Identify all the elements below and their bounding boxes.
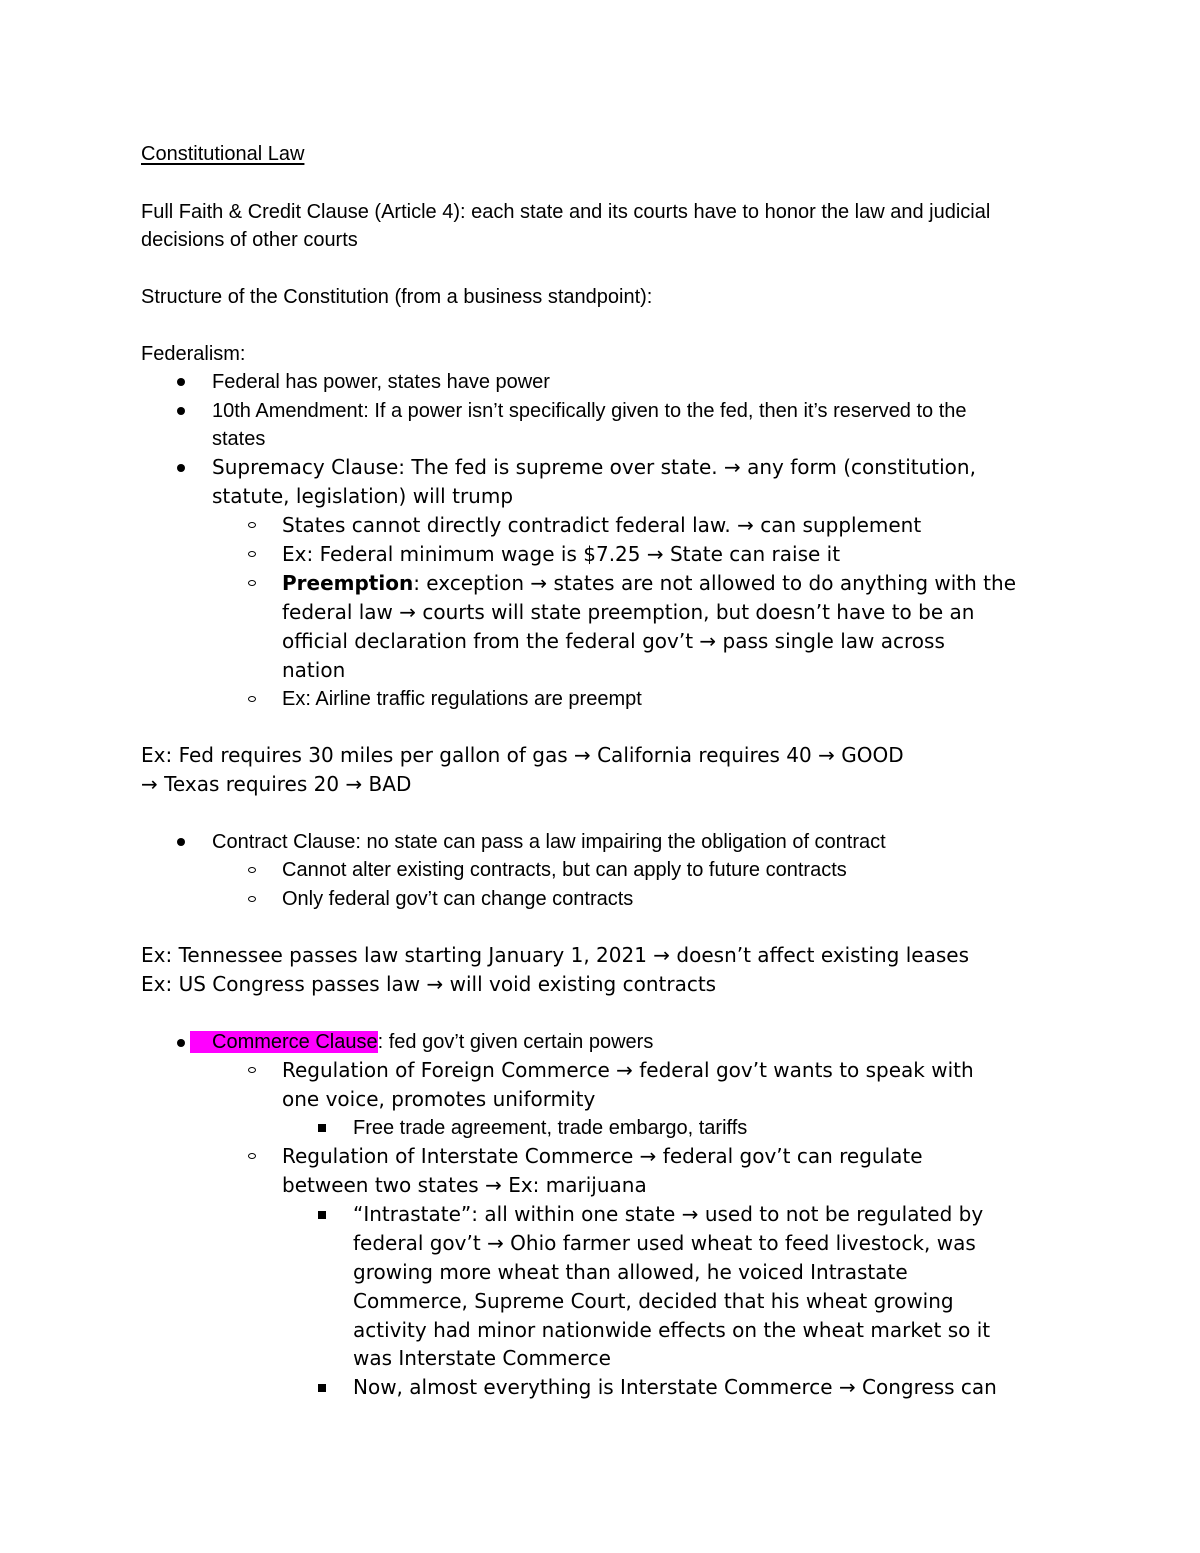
- commerce-clause-highlight: Commerce Clause: [190, 1031, 378, 1053]
- commerce-clause: Commerce Clause: fed gov’t given certain powers: [190, 1032, 653, 1052]
- circle-bullet-icon: [248, 896, 256, 902]
- circle-bullet-icon: [248, 522, 256, 528]
- interstate-now-line: Now, almost everything is Interstate Commerce → Congress can: [353, 1375, 997, 1399]
- preemption-line-1: Preemption: exception → states are not allowed to do anything with the: [282, 571, 1016, 595]
- ex-gas-line-2: → Texas requires 20 → BAD: [141, 772, 412, 796]
- page-title: Constitutional Law: [141, 143, 305, 165]
- circle-bullet-icon: [248, 551, 256, 557]
- structure-heading: Structure of the Constitution (from a business standpoint):: [141, 286, 653, 308]
- foreign-commerce-line-2: one voice, promotes uniformity: [282, 1087, 596, 1111]
- intrastate-line-3: growing more wheat than allowed, he voiced Intrastate: [353, 1260, 908, 1284]
- intrastate-line-1: “Intrastate”: all within one state → used to not be regulated by: [353, 1202, 984, 1226]
- contract-clause: Contract Clause: no state can pass a law impairing the obligation of contract: [212, 831, 886, 853]
- circle-bullet-icon: [248, 867, 256, 873]
- ex-contract-line-2: Ex: US Congress passes law → will void existing contracts: [141, 972, 717, 996]
- bullet-icon: [177, 838, 185, 846]
- intrastate-line-2: federal gov’t → Ohio farmer used wheat to feed livestock, was: [353, 1231, 976, 1255]
- ex-contract-line-1: Ex: Tennessee passes law starting January 1, 2021 → doesn’t affect existing leases: [141, 943, 969, 967]
- full-faith-line-1: Full Faith & Credit Clause (Article 4): each state and its courts have to honor the law and judicial: [141, 201, 991, 223]
- interstate-commerce-line-2: between two states → Ex: marijuana: [282, 1173, 647, 1197]
- intrastate-line-6: was Interstate Commerce: [353, 1346, 611, 1370]
- interstate-commerce-line-1: Regulation of Interstate Commerce → federal gov’t can regulate: [282, 1144, 923, 1168]
- bullet-icon: [177, 1039, 185, 1047]
- circle-bullet-icon: [248, 1067, 256, 1073]
- circle-bullet-icon: [248, 696, 256, 702]
- preemption-term: Preemption: [282, 571, 414, 595]
- federalism-bullet-2-line-1: 10th Amendment: If a power isn’t specifically given to the fed, then it’s reserved to the: [212, 400, 967, 422]
- circle-bullet-icon: [248, 580, 256, 586]
- foreign-commerce-line-1: Regulation of Foreign Commerce → federal gov’t wants to speak with: [282, 1058, 974, 1082]
- supremacy-sub-1: States cannot directly contradict federal law. → can supplement: [282, 513, 922, 537]
- intrastate-line-5: activity had minor nationwide effects on the wheat market so it: [353, 1318, 991, 1342]
- contract-sub-2: Only federal gov’t can change contracts: [282, 888, 634, 910]
- preemption-line-3: official declaration from the federal gov’t → pass single law across: [282, 629, 945, 653]
- federalism-heading: Federalism:: [141, 343, 246, 365]
- preemption-line-4: nation: [282, 658, 346, 682]
- federalism-bullet-2-line-2: states: [212, 428, 266, 450]
- bullet-icon: [177, 378, 185, 386]
- supremacy-line-2: statute, legislation) will trump: [212, 484, 514, 508]
- federalism-bullet-1: Federal has power, states have power: [212, 371, 550, 393]
- foreign-commerce-example: Free trade agreement, trade embargo, tariffs: [353, 1117, 748, 1139]
- supremacy-sub-4: Ex: Airline traffic regulations are preempt: [282, 688, 642, 710]
- intrastate-line-4: Commerce, Supreme Court, decided that his wheat growing: [353, 1289, 954, 1313]
- supremacy-sub-2: Ex: Federal minimum wage is $7.25 → State can raise it: [282, 542, 841, 566]
- square-bullet-icon: [318, 1124, 326, 1132]
- ex-gas-line-1: Ex: Fed requires 30 miles per gallon of gas → California requires 40 → GOOD: [141, 743, 904, 767]
- square-bullet-icon: [318, 1384, 326, 1392]
- bullet-icon: [177, 407, 185, 415]
- circle-bullet-icon: [248, 1153, 256, 1159]
- contract-sub-1: Cannot alter existing contracts, but can apply to future contracts: [282, 859, 847, 881]
- full-faith-line-2: decisions of other courts: [141, 229, 358, 251]
- square-bullet-icon: [318, 1211, 326, 1219]
- supremacy-line-1: Supremacy Clause: The fed is supreme over state. → any form (constitution,: [212, 455, 976, 479]
- preemption-line-2: federal law → courts will state preemption, but doesn’t have to be an: [282, 600, 975, 624]
- bullet-icon: [177, 464, 185, 472]
